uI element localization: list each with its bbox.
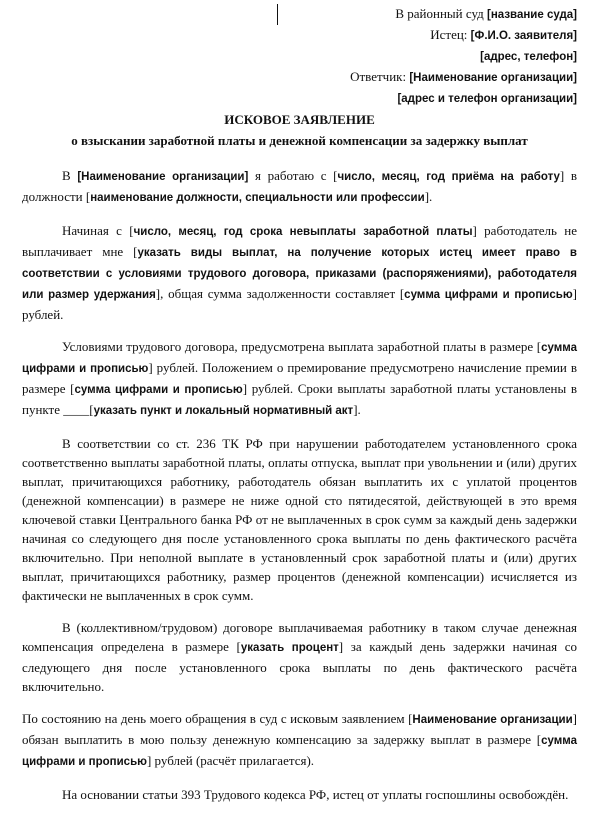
header-court-prefix: В районный суд [395,6,488,21]
placeholder-field: указать процент [240,642,339,654]
placeholder-field: сумма цифрами и прописью [22,735,577,768]
paragraph-text: ] рублей. [22,286,577,322]
header-plaintiff-address [277,46,577,67]
body-paragraph [22,434,577,605]
paragraph-text: Начиная с [ [62,223,134,238]
paragraph-text: ]. [424,189,433,204]
header-plaintiff-address-text: [адрес, телефон] [480,51,577,63]
placeholder-field: число, месяц, год срока невыплаты заработной платы [133,226,473,238]
placeholder-field: [Наименование организации] [77,171,249,183]
header-defendant-address [277,88,577,109]
header-defendant-prefix: Ответчик: [350,69,410,84]
header-plaintiff-prefix: Истец: [430,27,471,42]
paragraph-text: В (коллективном/трудовом) договоре выплачиваемая работнику в таком случае денежная компенсация определена в размере [ [22,620,577,654]
body-paragraph [22,785,577,804]
placeholder-field: сумма цифрами и прописью [22,342,577,375]
paragraph-text: ] рублей. Положением о премирование предусмотрено начисление премии в размере [ [22,360,577,396]
body-paragraph [22,221,577,324]
body-paragraph [22,166,577,208]
document-header [277,4,577,109]
paragraph-text: ] работодатель не выплачивает мне [ [22,223,577,259]
body-paragraph [22,337,577,421]
header-plaintiff [277,25,577,46]
paragraph-text: Условиями трудового договора, предусмотрена выплата заработной платы в размере [ [62,339,542,354]
paragraph-text: ] за каждый день задержки начиная со следующего дня после установленного срока выплаты по день фактического расчёта включительно. [22,639,577,694]
placeholder-field: число, месяц, год приёма на работу [337,171,560,183]
paragraph-text: ] рублей. Сроки выплаты заработной платы установлены в пункте ____[ [22,381,577,417]
placeholder-field: наименование должности, специальности или профессии [90,192,425,204]
paragraph-text: ] рублей (расчёт прилагается). [146,753,315,768]
document-body [22,166,577,817]
paragraph-text: На основании статьи 393 Трудового кодекса РФ, истец от уплаты госпошлины освобождён. [62,787,569,802]
placeholder-field: указать виды выплат, на получение которых истец имеет право в соответствии с условиями трудового договора, приказами (распоряжениями), работодателя или размер удержания [22,247,577,301]
paragraph-text: В [62,168,78,183]
document-subtitle: о взыскании заработной платы и денежной компенсации за задержку выплат [71,133,528,148]
header-court-name: [название суда] [487,9,577,21]
document-title: ИСКОВОЕ ЗАЯВЛЕНИЕ [224,112,375,127]
placeholder-field: Наименование организации [412,714,573,726]
placeholder-field: сумма цифрами и прописью [404,289,573,301]
paragraph-text: ]. [353,402,361,417]
header-plaintiff-name: [Ф.И.О. заявителя] [470,30,577,42]
body-paragraph [22,709,577,772]
paragraph-text: ], общая сумма задолженности составляет [ [155,286,405,301]
header-court [277,4,577,25]
paragraph-text: В соответствии со ст. 236 ТК РФ при нарушении работодателем установленного срока соответственно выплаты заработной платы, оплаты отпуска, выплат при увольнении и (или) других выплат, причитающихся работнику, работодатель обязан выплатить их с уплатой процентов (денежной компенсации) в размере не ниже одной сто пятидесятой, действующей в это время ключевой ставки Центрального банка РФ от не выплаченных в срок сумм за каждый день задержки начиная со следующего дня после установленного срока выплаты по день фактического расчёта включительно. При неполной выплате в установленный срок заработной платы и (или) других выплат, причитающихся работнику, размер процентов (денежной компенсации) исчисляется из фактически не выплаченных в срок сумм. [22,436,577,603]
header-defendant-address-text: [адрес и телефон организации] [397,93,577,105]
paragraph-text: По состоянию на день моего обращения в суд с исковым заявлением [ [22,711,413,726]
paragraph-text: я работаю с [ [248,168,338,183]
header-defendant [277,67,577,88]
header-defendant-name: [Наименование организации] [409,72,577,84]
placeholder-field: сумма цифрами и прописью [74,384,243,396]
paragraph-text: ] обязан выплатить в мою пользу денежную компенсацию за задержку выплат в размере [ [22,711,577,747]
paragraph-text: ] в должности [ [22,168,578,204]
body-paragraph [22,618,577,696]
placeholder-field: указать пункт и локальный нормативный акт [93,405,354,417]
